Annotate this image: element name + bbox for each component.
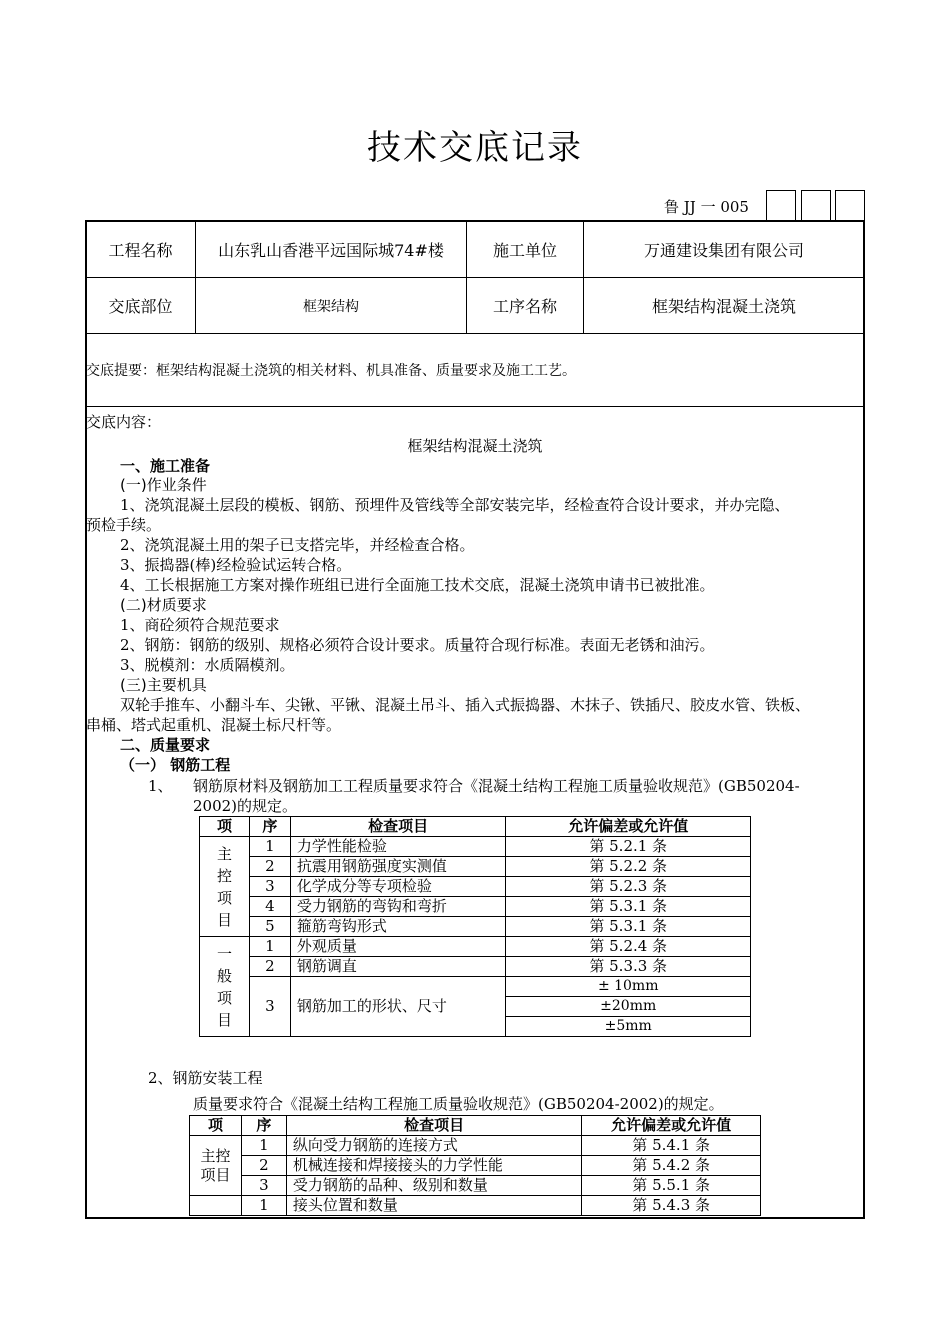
table-cell: 第 5.3.1 条 — [506, 917, 751, 937]
quality-2-title: 2、钢筋安装工程 — [148, 1069, 263, 1087]
construction-unit-value: 万通建设集团有限公司 — [643, 241, 804, 260]
table-cell: 力学性能检验 — [290, 837, 506, 857]
page-title: 技术交底记录 — [367, 128, 583, 168]
table-cell: 4 — [249, 897, 290, 917]
table-cell: 第 5.2.1 条 — [506, 837, 751, 857]
content-label: 交底内容： — [86, 413, 162, 431]
process-value: 框架结构混凝土浇筑 — [651, 297, 796, 316]
table-cell: 第 5.2.2 条 — [506, 857, 751, 877]
quality-2-desc: 质量要求符合《混凝土结构工程施工质量验收规范》(GB50204-2002)的规定。 — [193, 1095, 724, 1113]
table2-header-value: 允许偏差或允许值 — [582, 1116, 761, 1136]
table2-header-seq: 序 — [241, 1116, 286, 1136]
table-cell: 钢筋调直 — [290, 957, 506, 977]
code-box-2 — [801, 190, 831, 220]
table-cell: 第 5.4.2 条 — [582, 1156, 761, 1176]
table-cell: 外观质量 — [290, 937, 506, 957]
part-label: 交底部位 — [108, 297, 173, 316]
content-heading: 框架结构混凝土浇筑 — [407, 437, 543, 455]
tools-line-1: 双轮手推车、小翻斗车、尖锹、平锹、混凝土吊斗、插入式振捣器、木抹子、铁插尺、胶皮水管、铁板、 — [120, 696, 811, 714]
paragraph-3: 3、振捣器(棒)经检验试运转合格。 — [120, 556, 352, 574]
table-cell: 3 — [249, 877, 290, 897]
table-cell: 2 — [241, 1156, 286, 1176]
project-name-value: 山东乳山香港平远国际城74#楼 — [218, 241, 444, 260]
table-cell: 第 5.4.1 条 — [582, 1136, 761, 1156]
table-cell: 第 5.5.1 条 — [582, 1176, 761, 1196]
subsection-tools: (三)主要机具 — [120, 676, 207, 694]
table2-header-item: 项 — [190, 1116, 242, 1136]
table1-header-check: 检查项目 — [290, 817, 506, 837]
paragraph-1a: 1、浇筑混凝土层段的模板、钢筋、预埋件及管线等全部安装完毕，经检查符合设计要求，并办完隐、 — [120, 496, 790, 514]
rebar-material-table — [199, 816, 751, 1037]
code-box-3 — [835, 190, 865, 220]
project-name-label: 工程名称 — [108, 241, 173, 260]
table-cell: 受力钢筋的品种、级别和数量 — [286, 1176, 581, 1196]
table-cell: 第 5.3.1 条 — [506, 897, 751, 917]
subsection-materials: (二)材质要求 — [120, 596, 207, 614]
table-cell: 1 — [241, 1196, 286, 1216]
table-cell: 机械连接和焊接接头的力学性能 — [286, 1156, 581, 1176]
table-cell: 第 5.2.4 条 — [506, 937, 751, 957]
table-cell: 2 — [249, 957, 290, 977]
table-cell: 第 5.3.3 条 — [506, 957, 751, 977]
process-label: 工序名称 — [492, 297, 557, 316]
quality-1-line-a: 钢筋原材料及钢筋加工工程质量要求符合《混凝土结构工程施工质量验收规范》(GB50204- — [193, 777, 800, 795]
summary: 交底提要：框架结构混凝土浇筑的相关材料、机具准备、质量要求及施工工艺。 — [86, 363, 576, 379]
table2-header-check: 检查项目 — [286, 1116, 581, 1136]
table1-group-general: 一 般 项 目 — [200, 937, 250, 1037]
code-box-1 — [766, 190, 796, 220]
tools-line-2: 串桶、塔式起重机、混凝土标尺杆等。 — [86, 716, 342, 734]
table-cell: 钢筋加工的形状、尺寸 — [290, 977, 506, 1037]
subsection-rebar: （一） 钢筋工程 — [120, 756, 231, 774]
table-cell: 1 — [249, 937, 290, 957]
construction-unit-label: 施工单位 — [492, 241, 557, 260]
quality-1-num: 1、 — [148, 777, 173, 795]
table-cell: 第 5.2.3 条 — [506, 877, 751, 897]
table-cell: 纵向受力钢筋的连接方式 — [286, 1136, 581, 1156]
table-cell: 2 — [249, 857, 290, 877]
paragraph-1b: 预检手续。 — [86, 516, 162, 534]
paragraph-2: 2、浇筑混凝土用的架子已支搭完毕，并经检查合格。 — [120, 536, 475, 554]
subsection-work-conditions: (一)作业条件 — [120, 476, 207, 494]
table-cell: 1 — [249, 837, 290, 857]
table-cell: 5 — [249, 917, 290, 937]
table-cell: 1 — [241, 1136, 286, 1156]
material-1: 1、商砼须符合规范要求 — [120, 616, 280, 634]
paragraph-4: 4、工长根据施工方案对操作班组已进行全面施工技术交底，混凝土浇筑申请书已被批准。 — [120, 576, 715, 594]
row-divider — [85, 333, 865, 334]
table-cell: 接头位置和数量 — [286, 1196, 581, 1216]
section-2-title: 二、质量要求 — [120, 736, 211, 754]
part-value: 框架结构 — [303, 298, 359, 315]
form-code: 鲁 JJ 一 005 — [664, 198, 749, 216]
section-1-title: 一、施工准备 — [120, 457, 211, 475]
table-cell: 化学成分等专项检验 — [290, 877, 506, 897]
rebar-install-table — [189, 1115, 761, 1216]
table-cell: 抗震用钢筋强度实测值 — [290, 857, 506, 877]
material-2: 2、钢筋：钢筋的级别、规格必须符合设计要求。质量符合现行标准。表面无老锈和油污。 — [120, 636, 715, 654]
table-cell: 第 5.4.3 条 — [582, 1196, 761, 1216]
table-cell: 3 — [249, 977, 290, 1037]
table1-header-item: 项 — [200, 817, 250, 837]
table-cell: ±5mm — [506, 1017, 751, 1037]
table-cell: ±20mm — [506, 997, 751, 1017]
table-cell: 箍筋弯钩形式 — [290, 917, 506, 937]
table-cell: ± 10mm — [506, 977, 751, 997]
table-cell: 3 — [241, 1176, 286, 1196]
table1-header-value: 允许偏差或允许值 — [506, 817, 751, 837]
quality-1-line-b: 2002)的规定。 — [193, 797, 298, 815]
table-cell: 受力钢筋的弯钩和弯折 — [290, 897, 506, 917]
table1-group-main: 主 控 项 目 — [200, 837, 250, 937]
table-cell — [190, 1196, 242, 1216]
table1-header-seq: 序 — [249, 817, 290, 837]
row-divider — [85, 406, 865, 407]
table2-group-main: 主控 项目 — [190, 1136, 242, 1196]
material-3: 3、脱模剂：水质隔模剂。 — [120, 656, 295, 674]
